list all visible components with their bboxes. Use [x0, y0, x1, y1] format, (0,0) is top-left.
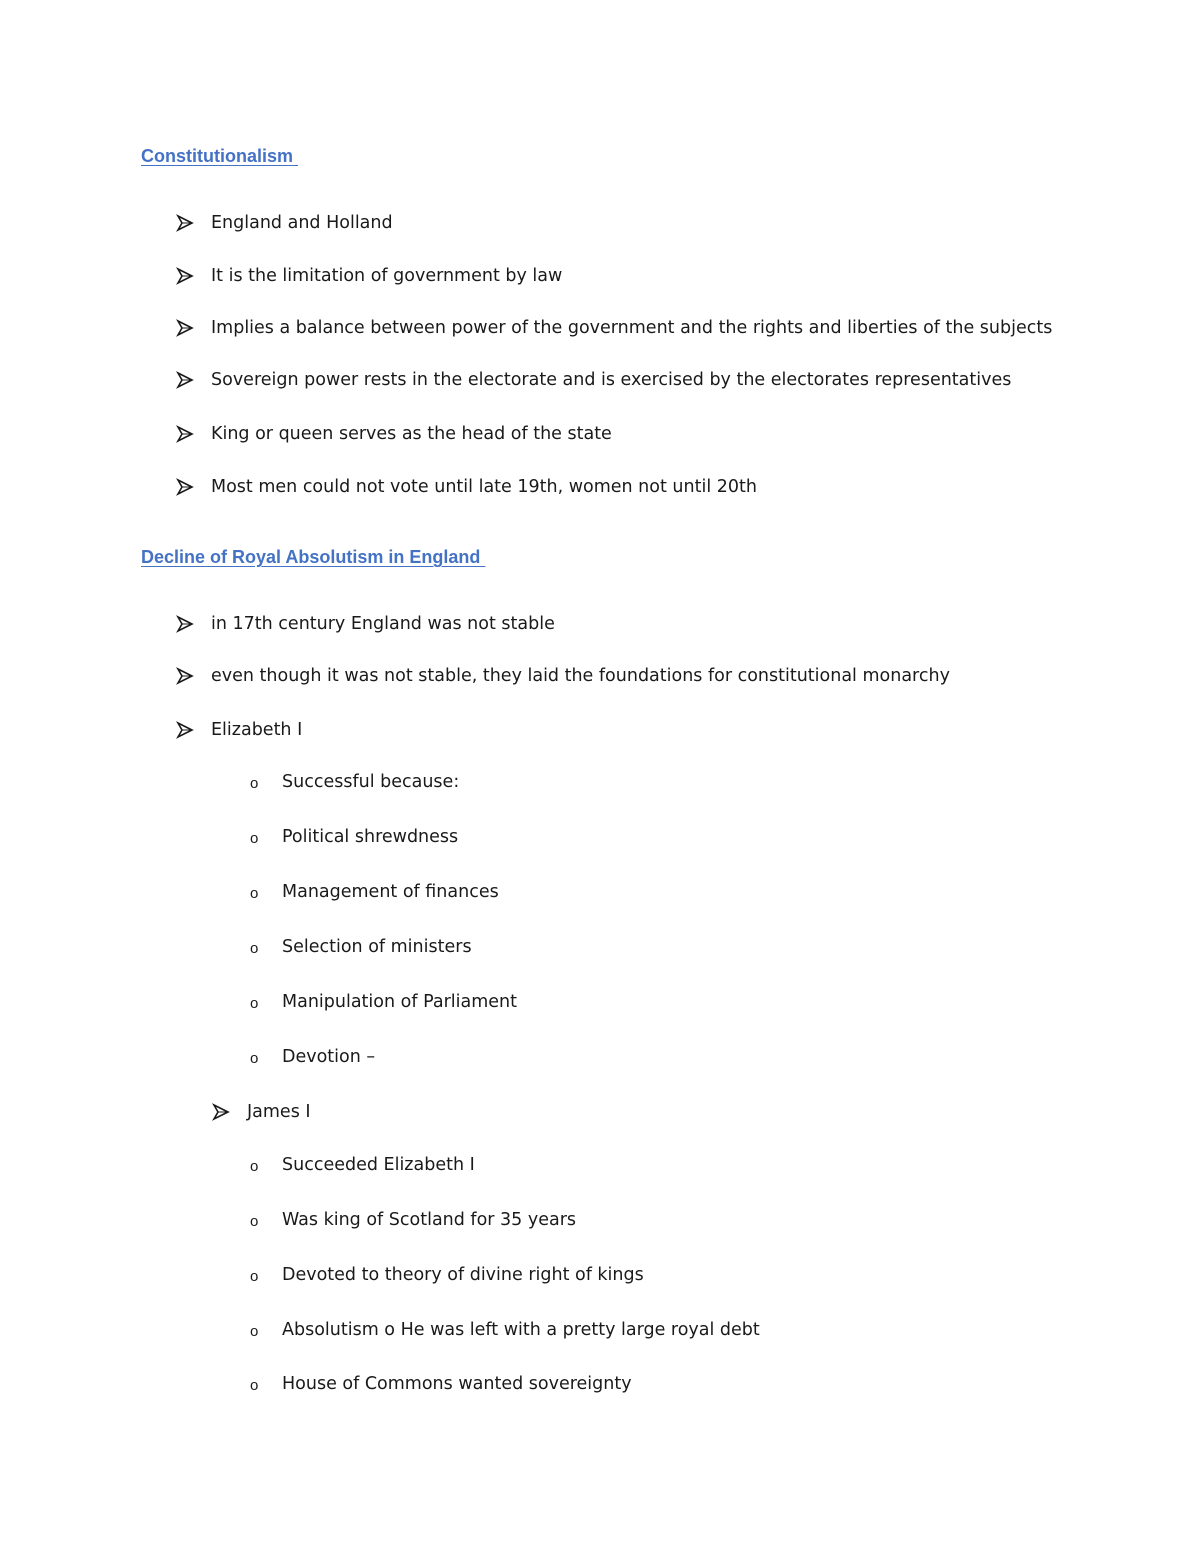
arrowhead-bullet-icon [176, 615, 194, 633]
arrowhead-bullet-icon [176, 721, 194, 739]
list-item: Sovereign power rests in the electorate and is exercised by the electorates representatives [211, 370, 1012, 390]
section-heading-constitutionalism: Constitutionalism [141, 146, 298, 166]
sub-bullet-icon: o [250, 1050, 259, 1067]
arrowhead-bullet-icon [212, 1103, 230, 1121]
arrowhead-bullet-icon [176, 214, 194, 232]
sub-list-item: Successful because: [282, 772, 460, 792]
sub-bullet-icon: o [250, 830, 259, 847]
list-item: in 17th century England was not stable [211, 614, 555, 634]
sub-list-item: Selection of ministers [282, 937, 472, 957]
arrowhead-bullet-icon [176, 267, 194, 285]
list-item: Most men could not vote until late 19th, women not until 20th [211, 477, 757, 497]
list-item: even though it was not stable, they laid the foundations for constitutional monarchy [211, 666, 950, 686]
sub-bullet-icon: o [250, 1158, 259, 1175]
sub-list-item: Manipulation of Parliament [282, 992, 517, 1012]
arrowhead-bullet-icon [176, 371, 194, 389]
sub-bullet-icon: o [250, 940, 259, 957]
sub-list-item: Devoted to theory of divine right of kings [282, 1265, 644, 1285]
arrowhead-bullet-icon [176, 425, 194, 443]
list-item: Elizabeth I [211, 720, 303, 740]
sub-list-item: Management of finances [282, 882, 499, 902]
sub-bullet-icon: o [250, 995, 259, 1012]
list-item: Implies a balance between power of the government and the rights and liberties of the subjects [211, 318, 1053, 338]
list-item: James I [247, 1102, 311, 1122]
sub-bullet-icon: o [250, 885, 259, 902]
sub-list-item: Succeeded Elizabeth I [282, 1155, 475, 1175]
sub-bullet-icon: o [250, 1268, 259, 1285]
list-item: It is the limitation of government by law [211, 266, 563, 286]
arrowhead-bullet-icon [176, 478, 194, 496]
sub-list-item: House of Commons wanted sovereignty [282, 1374, 632, 1394]
list-item: England and Holland [211, 213, 393, 233]
arrowhead-bullet-icon [176, 319, 194, 337]
section-heading-decline-of-royal-absolutism: Decline of Royal Absolutism in England [141, 547, 486, 567]
sub-list-item: Absolutism o He was left with a pretty large royal debt [282, 1320, 760, 1340]
sub-list-item: Was king of Scotland for 35 years [282, 1210, 577, 1230]
list-item: King or queen serves as the head of the state [211, 424, 612, 444]
sub-bullet-icon: o [250, 1377, 259, 1394]
sub-bullet-icon: o [250, 1323, 259, 1340]
sub-bullet-icon: o [250, 775, 259, 792]
sub-list-item: Devotion – [282, 1047, 376, 1067]
sub-list-item: Political shrewdness [282, 827, 459, 847]
sub-bullet-icon: o [250, 1213, 259, 1230]
arrowhead-bullet-icon [176, 667, 194, 685]
